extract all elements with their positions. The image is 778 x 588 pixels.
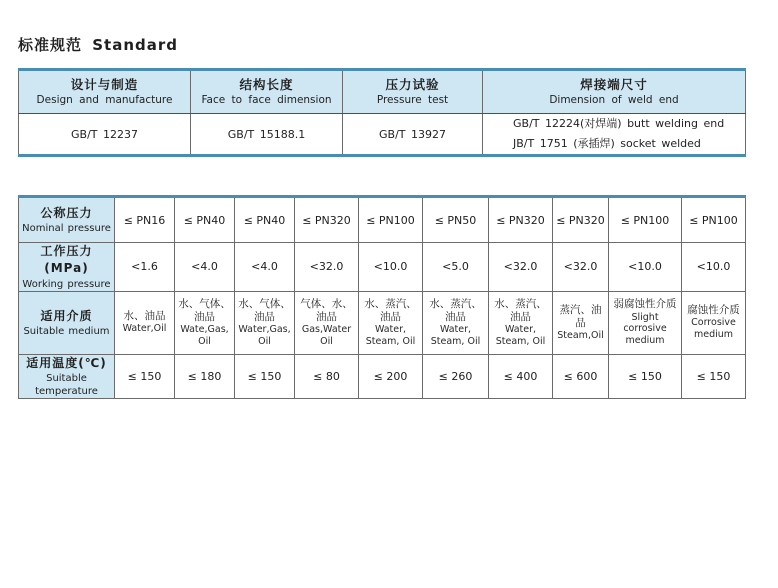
working-pressure-cell: <32.0 <box>553 243 609 292</box>
row-suitable-temperature <box>19 354 746 398</box>
header-en: Dimension of weld end <box>549 94 679 107</box>
temperature-cell: ≤ 180 <box>175 354 235 398</box>
standard-face-value: GB/T 15188.1 <box>191 114 343 156</box>
medium-zh: 水、蒸汽、油品 <box>429 297 482 323</box>
temperature-cell: ≤ 150 <box>609 354 682 398</box>
row-header-suitable-medium <box>19 291 115 354</box>
temperature-cell: ≤ 260 <box>423 354 489 398</box>
header-zh: 结构长度 <box>239 77 294 93</box>
row-header-zh: 工作压力(MPa) <box>40 244 93 276</box>
medium-cell <box>359 291 423 354</box>
medium-en: Corrosive medium <box>691 317 736 341</box>
medium-en: Water, Steam, Oil <box>495 324 546 347</box>
header-en: Pressure test <box>376 94 449 107</box>
header-zh: 焊接端尺寸 <box>580 77 648 93</box>
row-nominal-pressure <box>19 197 746 243</box>
medium-cell <box>175 291 235 354</box>
working-pressure-cell: <5.0 <box>423 243 489 292</box>
medium-zh: 水、蒸汽、油品 <box>364 297 417 323</box>
temperature-cell: ≤ 150 <box>235 354 295 398</box>
standards-value-row <box>19 114 746 156</box>
medium-cell <box>115 291 175 354</box>
medium-cell <box>682 291 746 354</box>
working-pressure-cell: <32.0 <box>295 243 359 292</box>
temperature-cell: ≤ 400 <box>489 354 553 398</box>
standards-header-row <box>19 70 746 114</box>
medium-zh: 水、蒸汽、油品 <box>494 297 547 323</box>
standard-pressure-value: GB/T 13927 <box>343 114 483 156</box>
spec-table <box>18 195 746 399</box>
row-header-suitable-temperature <box>19 354 115 398</box>
working-pressure-cell: <10.0 <box>682 243 746 292</box>
medium-en: Slight corrosive medium <box>623 311 667 347</box>
row-header-nominal-pressure <box>19 197 115 243</box>
col-header-design-manufacture <box>19 70 191 114</box>
medium-en: Water, Steam, Oil <box>365 324 416 347</box>
medium-zh: 水、气体、油品 <box>178 297 231 323</box>
row-header-en: Suitable temperature <box>35 373 98 398</box>
medium-en: Steam,Oil <box>557 329 604 341</box>
working-pressure-cell: <1.6 <box>115 243 175 292</box>
temperature-cell: ≤ 200 <box>359 354 423 398</box>
header-en: Face to face dimension <box>201 94 332 107</box>
nominal-pressure-cell: ≤ PN320 <box>295 197 359 243</box>
medium-cell <box>609 291 682 354</box>
nominal-pressure-cell: ≤ PN100 <box>359 197 423 243</box>
standards-table <box>18 68 746 157</box>
nominal-pressure-cell: ≤ PN100 <box>609 197 682 243</box>
nominal-pressure-cell: ≤ PN40 <box>175 197 235 243</box>
working-pressure-cell: <4.0 <box>175 243 235 292</box>
col-header-weld-end <box>483 70 746 114</box>
page-title: 标准规范 Standard <box>18 36 178 54</box>
medium-en: Wate,Gas, Oil <box>180 324 229 347</box>
weld-end-line: JB/T 1751 (承插焊) socket welded <box>513 137 701 150</box>
row-header-en: Suitable medium <box>23 325 110 337</box>
working-pressure-cell: <32.0 <box>489 243 553 292</box>
nominal-pressure-cell: ≤ PN40 <box>235 197 295 243</box>
medium-cell <box>423 291 489 354</box>
nominal-pressure-cell: ≤ PN320 <box>553 197 609 243</box>
standard-weld-end-value <box>483 114 746 156</box>
header-zh: 压力试验 <box>385 77 440 93</box>
col-header-face-to-face <box>191 70 343 114</box>
standard-design-value: GB/T 12237 <box>19 114 191 156</box>
nominal-pressure-cell: ≤ PN320 <box>489 197 553 243</box>
working-pressure-cell: <4.0 <box>235 243 295 292</box>
working-pressure-cell: <10.0 <box>609 243 682 292</box>
nominal-pressure-cell: ≤ PN16 <box>115 197 175 243</box>
medium-en: Gas,Water Oil <box>301 324 352 347</box>
temperature-cell: ≤ 150 <box>115 354 175 398</box>
medium-en: Water,Oil <box>122 323 167 335</box>
row-header-en: Nominal pressure <box>22 223 111 235</box>
nominal-pressure-cell: ≤ PN100 <box>682 197 746 243</box>
working-pressure-cell: <10.0 <box>359 243 423 292</box>
weld-end-line: GB/T 12224(对焊端) butt welding end <box>513 117 725 131</box>
nominal-pressure-cell: ≤ PN50 <box>423 197 489 243</box>
temperature-cell: ≤ 150 <box>682 354 746 398</box>
medium-en: Water, Steam, Oil <box>430 324 481 347</box>
col-header-pressure-test <box>343 70 483 114</box>
medium-zh: 水、油品 <box>123 310 166 323</box>
medium-cell <box>235 291 295 354</box>
medium-zh: 腐蚀性介质 <box>687 304 740 317</box>
medium-cell <box>489 291 553 354</box>
header-en: Design and manufacture <box>36 94 173 107</box>
row-header-zh: 公称压力 <box>40 205 93 220</box>
row-suitable-medium <box>19 291 746 354</box>
medium-zh: 气体、水、油品 <box>300 297 353 323</box>
medium-cell <box>553 291 609 354</box>
temperature-cell: ≤ 600 <box>553 354 609 398</box>
medium-zh: 水、气体、油品 <box>238 297 291 323</box>
row-working-pressure <box>19 243 746 292</box>
header-zh: 设计与制造 <box>70 77 139 93</box>
row-header-en: Working pressure <box>22 278 111 290</box>
medium-cell <box>295 291 359 354</box>
medium-zh: 蒸汽、油品 <box>559 303 602 329</box>
row-header-working-pressure <box>19 243 115 292</box>
row-header-zh: 适用温度(℃) <box>26 355 107 370</box>
temperature-cell: ≤ 80 <box>295 354 359 398</box>
medium-zh: 弱腐蚀性介质 <box>613 298 677 311</box>
row-header-zh: 适用介质 <box>40 308 93 323</box>
medium-en: Water,Gas, Oil <box>238 324 291 347</box>
